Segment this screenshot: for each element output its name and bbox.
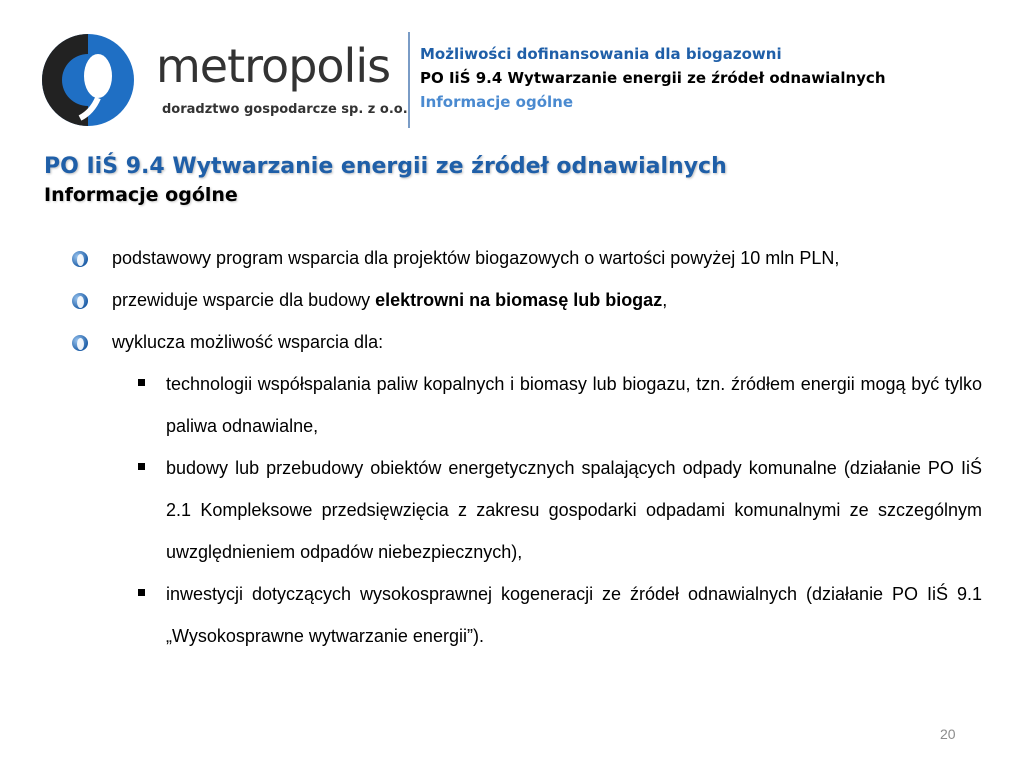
metropolis-logo-icon [40,32,136,128]
subbullet-text: technologii współspalania paliw kopalnych i biomasy lub biogazu, tzn. źródłem energii mogą być tylko paliwa odnawialne, [166,374,982,436]
slide-title: PO IiŚ 9.4 Wytwarzanie energii ze źródeł odnawialnych [44,154,727,179]
bullet-text-suffix: , [662,290,668,310]
subbullet-text: inwestycji dotyczących wysokosprawnej kogeneracji ze źródeł odnawialnych (działanie PO IiŚ 9.1 „Wysokosprawne wytwarzanie energii”). [166,584,982,646]
bullet-item [72,279,982,321]
square-bullet-icon [138,463,145,470]
bullet-text-bold: elektrowni na biomasę lub biogaz [375,290,663,310]
header-line-2: PO IiŚ 9.4 Wytwarzanie energii ze źródeł odnawialnych [420,69,886,87]
header-line-1: Możliwości dofinansowania dla biogazowni [420,45,782,63]
bullet-circle-icon [72,335,88,351]
bullet-circle-icon [72,293,88,309]
bullet-circle-icon [72,251,88,267]
subbullet-item [72,363,982,447]
subbullet-item [72,573,982,657]
bullet-text: wyklucza możliwość wsparcia dla: [112,332,384,352]
bullet-item [72,321,982,363]
square-bullet-icon [138,379,145,386]
slide-subtitle: Informacje ogólne [44,184,238,206]
bullet-item [72,237,982,279]
page-number: 20 [940,726,956,742]
slide-content [72,237,982,657]
logo-wordmark: metropolis [156,39,391,93]
header-line-3: Informacje ogólne [420,93,574,111]
subbullet-item [72,447,982,573]
header-block [420,42,886,114]
bullet-text: podstawowy program wsparcia dla projektów biogazowych o wartości powyżej 10 mln PLN, [112,248,840,268]
subbullet-text: budowy lub przebudowy obiektów energetycznych spalających odpady komunalne (działanie PO IiŚ 2.1 Kompleksowe przedsięwzięcia z zakresu gospodarki odpadami komunalnymi ze szczególnym uwzględnieniem odpadów niebezpiecznych), [166,458,982,562]
logo-tagline: doradztwo gospodarcze sp. z o.o. [162,102,408,117]
header-divider [408,32,410,128]
square-bullet-icon [138,589,145,596]
bullet-text-prefix: przewiduje wsparcie dla budowy [112,290,376,310]
